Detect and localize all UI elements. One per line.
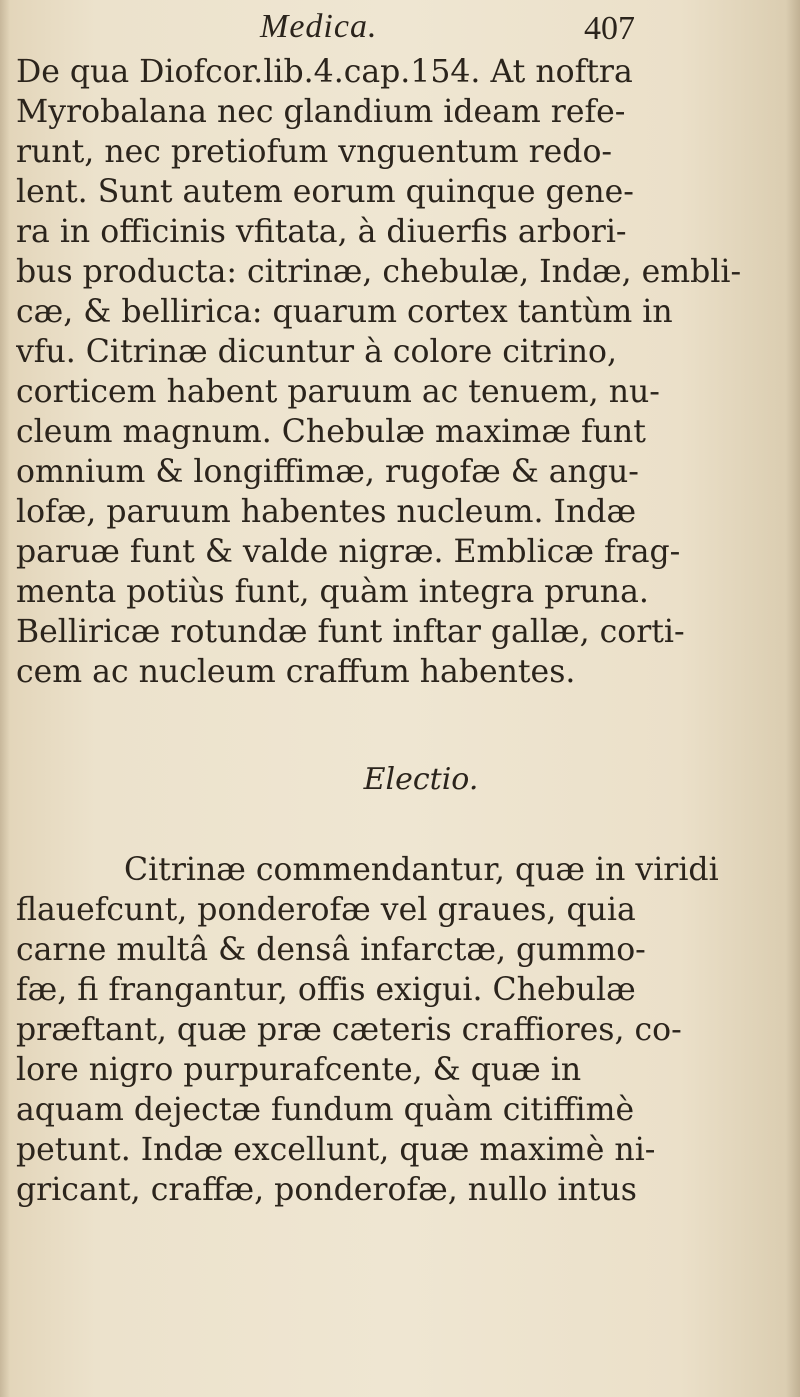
text-line: corticem habent paruum ac tenuem, nu- <box>16 374 660 410</box>
text-line: carne multâ & densâ infarctæ, gummo- <box>16 932 646 968</box>
text-line: cleum magnum. Chebulæ maximæ funt <box>16 414 646 450</box>
text-line: lore nigro purpurafcente, & quæ in <box>16 1052 582 1088</box>
page-number: 407 <box>584 10 635 47</box>
page-header <box>0 8 800 54</box>
page-edge-shadow-right <box>786 0 800 1397</box>
text-line: menta potiùs funt, quàm integra pruna. <box>16 574 649 610</box>
text-line: Myrobalana nec glandium ideam refe- <box>16 94 626 130</box>
section-title-electio: Electio. <box>363 762 479 797</box>
paragraph-description <box>16 52 786 692</box>
text-line: petunt. Indæ excellunt, quæ maximè ni- <box>16 1132 656 1168</box>
text-line: aquam dejectæ fundum quàm citiffimè <box>16 1092 635 1128</box>
text-line: vfu. Citrinæ dicuntur à colore citrino, <box>16 334 618 370</box>
text-line: gricant, craffæ, ponderofæ, nullo intus <box>16 1172 637 1208</box>
page-body <box>16 52 786 1210</box>
text-line: lent. Sunt autem eorum quinque gene- <box>16 174 634 210</box>
text-line: cem ac nucleum craffum habentes. <box>16 654 576 690</box>
text-line: lofæ, paruum habentes nucleum. Indæ <box>16 494 637 530</box>
text-line: bus producta: citrinæ, chebulæ, Indæ, embli- <box>16 254 742 290</box>
text-line: De qua Diofcor.lib.4.cap.154. At noftra <box>16 54 633 90</box>
text-line: fæ, fi frangantur, offis exigui. Chebulæ <box>16 972 636 1008</box>
running-head: Medica. <box>260 8 378 45</box>
page-edge-shadow-left <box>0 0 10 1397</box>
text-line: flauefcunt, ponderofæ vel graues, quia <box>16 892 636 928</box>
paragraph-electio <box>16 850 786 1210</box>
text-line: ra in officinis vfitata, à diuerfis arbori- <box>16 214 627 250</box>
text-line: Citrinæ commendantur, quæ in viridi <box>124 852 719 888</box>
text-line: Belliricæ rotundæ funt inftar gallæ, corti- <box>16 614 685 650</box>
text-line: præftant, quæ præ cæteris craffiores, co- <box>16 1012 682 1048</box>
text-line: cæ, & bellirica: quarum cortex tantùm in <box>16 294 673 330</box>
text-line: paruæ funt & valde nigræ. Emblicæ frag- <box>16 534 681 570</box>
text-line: omnium & longiffimæ, rugofæ & angu- <box>16 454 639 490</box>
text-line: runt, nec pretiofum vnguentum redo- <box>16 134 613 170</box>
